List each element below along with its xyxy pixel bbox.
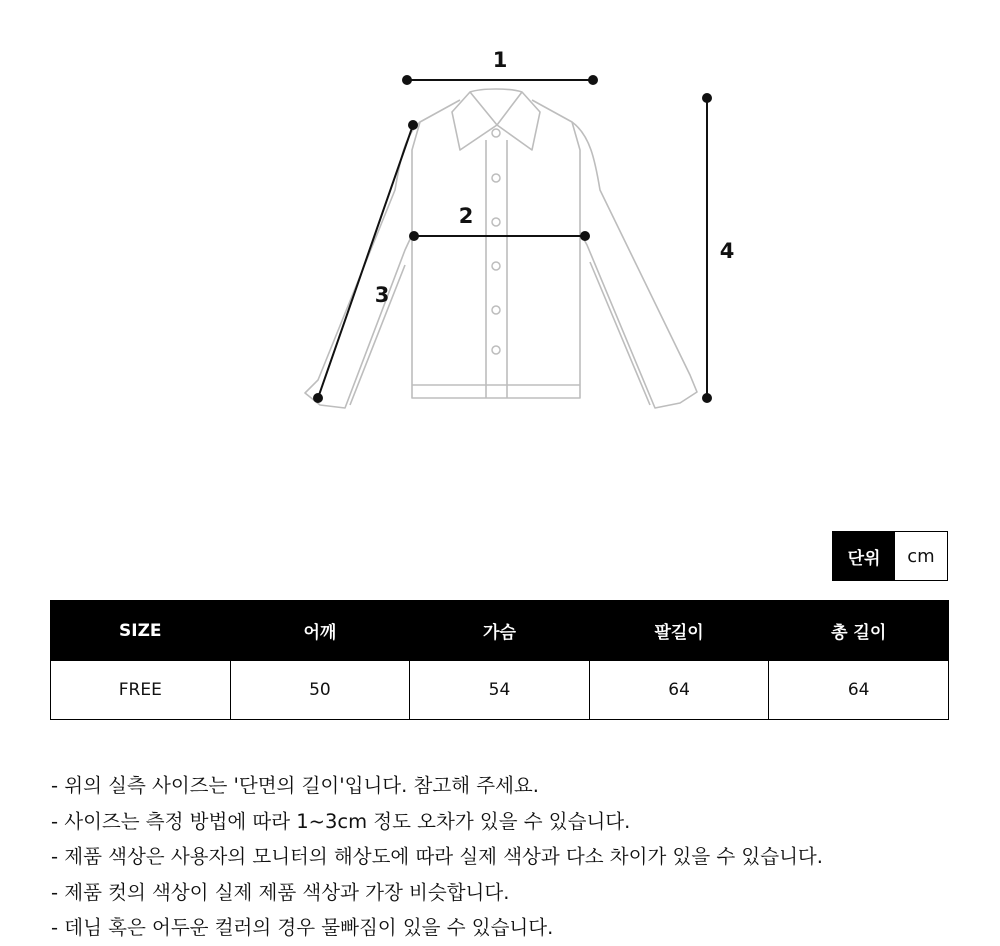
cell-shoulder: 50 — [230, 661, 410, 720]
label-chest: 2 — [458, 204, 474, 228]
chest-measure-end — [581, 232, 589, 240]
note-item: - 위의 실측 사이즈는 '단면의 길이'입니다. 참고해 주세요. — [51, 774, 539, 797]
cell-size: FREE — [51, 661, 231, 720]
shoulder-measure-end — [589, 76, 597, 84]
shoulder-measure-start — [403, 76, 411, 84]
cell-chest: 54 — [410, 661, 590, 720]
note-item: - 제품 컷의 색상이 실제 제품 색상과 가장 비슷합니다. — [51, 880, 510, 904]
cell-sleeve-length: 64 — [589, 661, 769, 720]
label-sleeve: 3 — [374, 283, 390, 307]
shirt-outline — [305, 89, 697, 408]
sleeve-measure-start — [409, 121, 417, 129]
shirt-buttons — [492, 129, 500, 354]
length-measure-end — [703, 394, 711, 402]
shirt-measurement-diagram — [0, 0, 1000, 470]
measurement-lines — [314, 76, 711, 402]
length-measure-start — [703, 94, 711, 102]
size-table-header-row — [51, 601, 949, 661]
header-shoulder: 어깨 — [230, 601, 410, 661]
size-table — [50, 600, 949, 720]
header-sleeve-length: 팔길이 — [589, 601, 769, 661]
label-length: 4 — [719, 239, 735, 263]
note-item: - 사이즈는 측정 방법에 따라 1~3cm 정도 오차가 있을 수 있습니다. — [51, 809, 631, 833]
cell-total-length: 64 — [769, 661, 949, 720]
unit-value: cm — [907, 545, 935, 567]
header-total-length: 총 길이 — [769, 601, 949, 661]
measurement-labels — [375, 48, 735, 307]
label-shoulder: 1 — [492, 48, 508, 72]
size-notes-list — [51, 768, 823, 946]
unit-label: 단위 — [833, 532, 895, 580]
header-size: SIZE — [51, 601, 231, 661]
unit-badge — [832, 531, 948, 581]
sleeve-measure-end — [314, 394, 322, 402]
chest-measure-start — [410, 232, 418, 240]
sleeve-measure-line — [318, 125, 413, 398]
note-item: - 데님 혹은 어두운 컬러의 경우 물빠짐이 있을 수 있습니다. — [51, 916, 554, 939]
table-row — [51, 661, 949, 720]
note-item: - 제품 색상은 사용자의 모니터의 해상도에 따라 실제 색상과 다소 차이가 있을 수 있습니다. — [51, 845, 823, 868]
header-chest: 가슴 — [410, 601, 590, 661]
